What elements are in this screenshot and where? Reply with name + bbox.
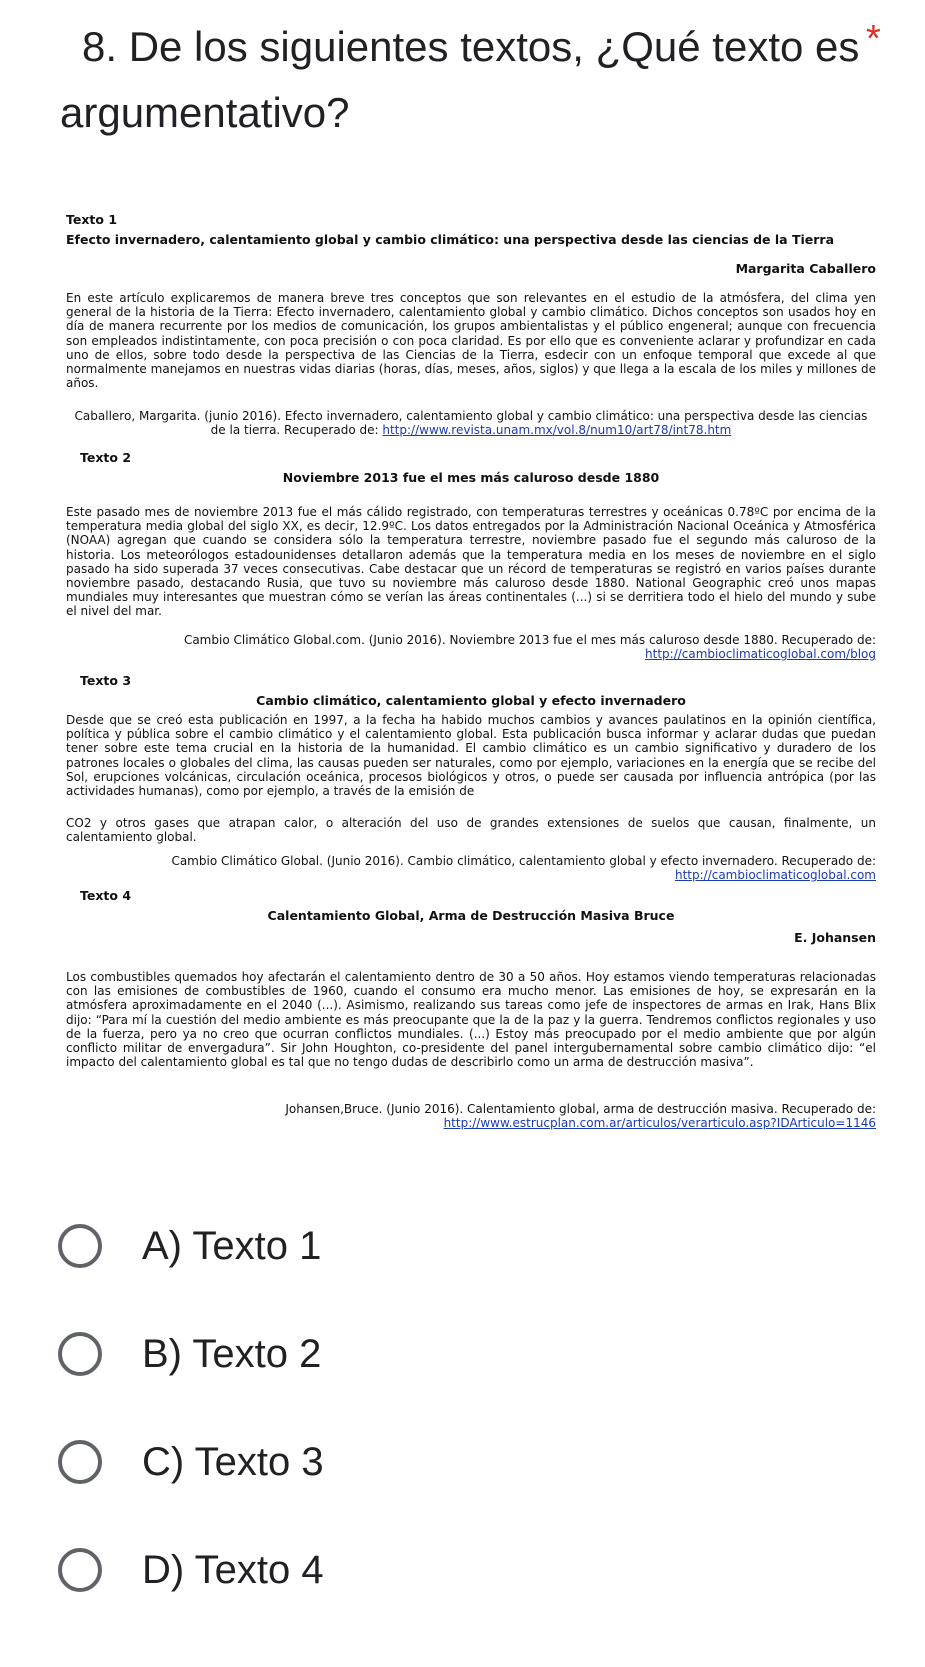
- radio-b[interactable]: [58, 1332, 102, 1376]
- texto3-body: Desde que se creó esta publicación en 1997, a la fecha ha habido muchos cambios y avances paulatinos en la opinión científica, política y pública sobre el cambio climático y el calentamiento global. Esta publicación busca informar y aclarar dudas que puedan tener sobre este tema crucial en la historia de la humanidad. El cambio climático es un cambio significativo y duradero de los patrones locales o globales del clima, las causas pueden ser naturales, como por ejemplo, variaciones en la energía que se recibe del Sol, erupciones volcánicas, circulación oceánica, procesos biológicos y otros, o puede ser causada por influencia antrópica (por las actividades humanas), como por ejemplo, a través de la emisión de: [66, 713, 876, 799]
- radio-d[interactable]: [58, 1548, 102, 1592]
- texto4-title: Calentamiento Global, Arma de Destrucción Masiva Bruce: [267, 908, 675, 923]
- radio-a[interactable]: [58, 1224, 102, 1268]
- option-b-label[interactable]: B) Texto 2: [142, 1332, 322, 1376]
- texto1-body: En este artículo explicaremos de manera breve tres conceptos que son relevantes en el estudio de la atmósfera, del clima yen general de la historia de la Tierra: Efecto invernadero, calentamiento global y cambio climático. Dichos conceptos son usados hoy en día de manera recurrente por los medios de comunicación, los grupos ambientalistas y el público engeneral; aunque con frecuencia son empleados indistintamente, con poca precisión o con poca claridad. Es por ello que es conveniente aclarar y profundizar en cada uno de ellos, sobre todo desde la perspectiva de las Ciencias de la Tierra, esdecir con un enfoque temporal que excede al que normalmente manejamos en nuestras vidas diarias (horas, días, meses, años, siglos) y que llega a la escala de los miles y millones de años.: [66, 291, 876, 391]
- texto2-body: Este pasado mes de noviembre 2013 fue el más cálido registrado, con temperaturas terrestres y oceánicas 0.78ºC por encima de la temperatura media global del siglo XX, es decir, 12.9ºC. Los datos entregados por la Administración Nacional Oceánica y Atmosférica (NOAA) agregan que cuando se considera sólo la temperatura terrestre, noviembre pasado fue el segundo más caluroso de la historia. Los meteorólogos estadounidenses detallaron además que la temperatura media en los meses de noviembre en el siglo pasado ha sido superada 37 veces consecutivas. Cabe destacar que un récord de temperaturas se registró en varios países durante noviembre pasado, destacando Rusia, que tuvo su noviembre más caluroso desde 1880. National Geographic creó unos mapas mundiales muy interesantes que muestran cómo se verían las áreas continentales (...) si se derritiera todo el hielo del mundo y sube el nivel del mar.: [66, 505, 876, 619]
- texto2-title: Noviembre 2013 fue el mes más caluroso desde 1880: [282, 470, 660, 485]
- texto2-citation: [106, 633, 876, 661]
- texto4-label: Texto 4: [80, 888, 132, 903]
- texto3-link[interactable]: http://cambioclimaticoglobal.com: [674, 868, 876, 883]
- texto3-citation-text: Cambio Climático Global. (Junio 2016). Cambio climático, calentamiento global y efecto invernadero. Recuperado de:: [171, 854, 876, 868]
- option-d[interactable]: [58, 1544, 558, 1604]
- texto1-author: Margarita Caballero: [735, 261, 876, 276]
- option-c-label[interactable]: C) Texto 3: [142, 1440, 324, 1484]
- required-mark: *: [866, 18, 881, 60]
- option-a[interactable]: [58, 1220, 558, 1280]
- option-b[interactable]: [58, 1328, 558, 1388]
- texto4-author: E. Johansen: [794, 930, 876, 945]
- radio-c[interactable]: [58, 1440, 102, 1484]
- texto3-citation: [86, 854, 876, 882]
- texto4-citation-text: Johansen,Bruce. (Junio 2016). Calentamiento global, arma de destrucción masiva. Recuperado de:: [285, 1102, 876, 1116]
- texto3-title: Cambio climático, calentamiento global y efecto invernadero: [256, 693, 686, 708]
- texto1-link[interactable]: http://www.revista.unam.mx/vol.8/num10/art78/int78.htm: [382, 423, 732, 438]
- texto1-citation-text: Caballero, Margarita. (junio 2016). Efecto invernadero, calentamiento global y cambio climático: una perspectiva desde las ciencias de la tierra. Recuperado de:: [74, 409, 868, 438]
- texto1-citation: [66, 409, 876, 437]
- texto4-body: Los combustibles quemados hoy afectarán el calentamiento dentro de 30 a 50 años. Hoy estamos viendo temperaturas relacionadas con las emisiones de combustibles de 1960, cuando el consumo era mucho menor. Las emisiones de hoy, se expresarán en la atmósfera aproximadamente en el 2040 (...). Asimismo, realizando sus tareas como jefe de inspectores de armas en Irak, Hans Blix dijo: “Para mí la cuestión del medio ambiente es más preocupante que la de la paz y la guerra. Tendremos conflictos regionales y uso de la fuerza, pero ya no creo que ocurran conflictos mundiales. (...) Estoy más preocupado por el medio ambiente que por algún conflicto militar de envergadura”. Sir John Houghton, co-presidente del panel intergubernamental sobre cambio climático dijo: “el impacto del calentamiento global es tal que no tengo dudas de describirlo como un arma de destrucción masiva”.: [66, 970, 876, 1070]
- texto3-body-continued: CO2 y otros gases que atrapan calor, o alteración del uso de grandes extensiones de suelos que causan, finalmente, un calentamiento global.: [66, 816, 876, 845]
- option-a-label[interactable]: A) Texto 1: [142, 1224, 322, 1268]
- option-c[interactable]: [58, 1436, 558, 1496]
- option-d-label[interactable]: D) Texto 4: [142, 1548, 324, 1592]
- texto4-citation: [106, 1102, 876, 1130]
- question-title: 8. De los siguientes textos, ¿Qué texto es argumentativo?: [60, 23, 860, 136]
- texto1-title: Efecto invernadero, calentamiento global y cambio climático: una perspectiva desde las ciencias de la Tierra: [66, 232, 835, 247]
- texto1-label: Texto 1: [66, 212, 118, 227]
- texto4-link[interactable]: http://www.estrucplan.com.ar/articulos/verarticulo.asp?IDArticulo=1146: [443, 1116, 876, 1131]
- texto2-label: Texto 2: [80, 450, 132, 465]
- texto2-link[interactable]: http://cambioclimaticoglobal.com/blog: [645, 647, 876, 662]
- texto3-label: Texto 3: [80, 673, 132, 688]
- texto2-citation-text: Cambio Climático Global.com. (Junio 2016). Noviembre 2013 fue el mes más caluroso desde 1880. Recuperado de:: [183, 633, 876, 647]
